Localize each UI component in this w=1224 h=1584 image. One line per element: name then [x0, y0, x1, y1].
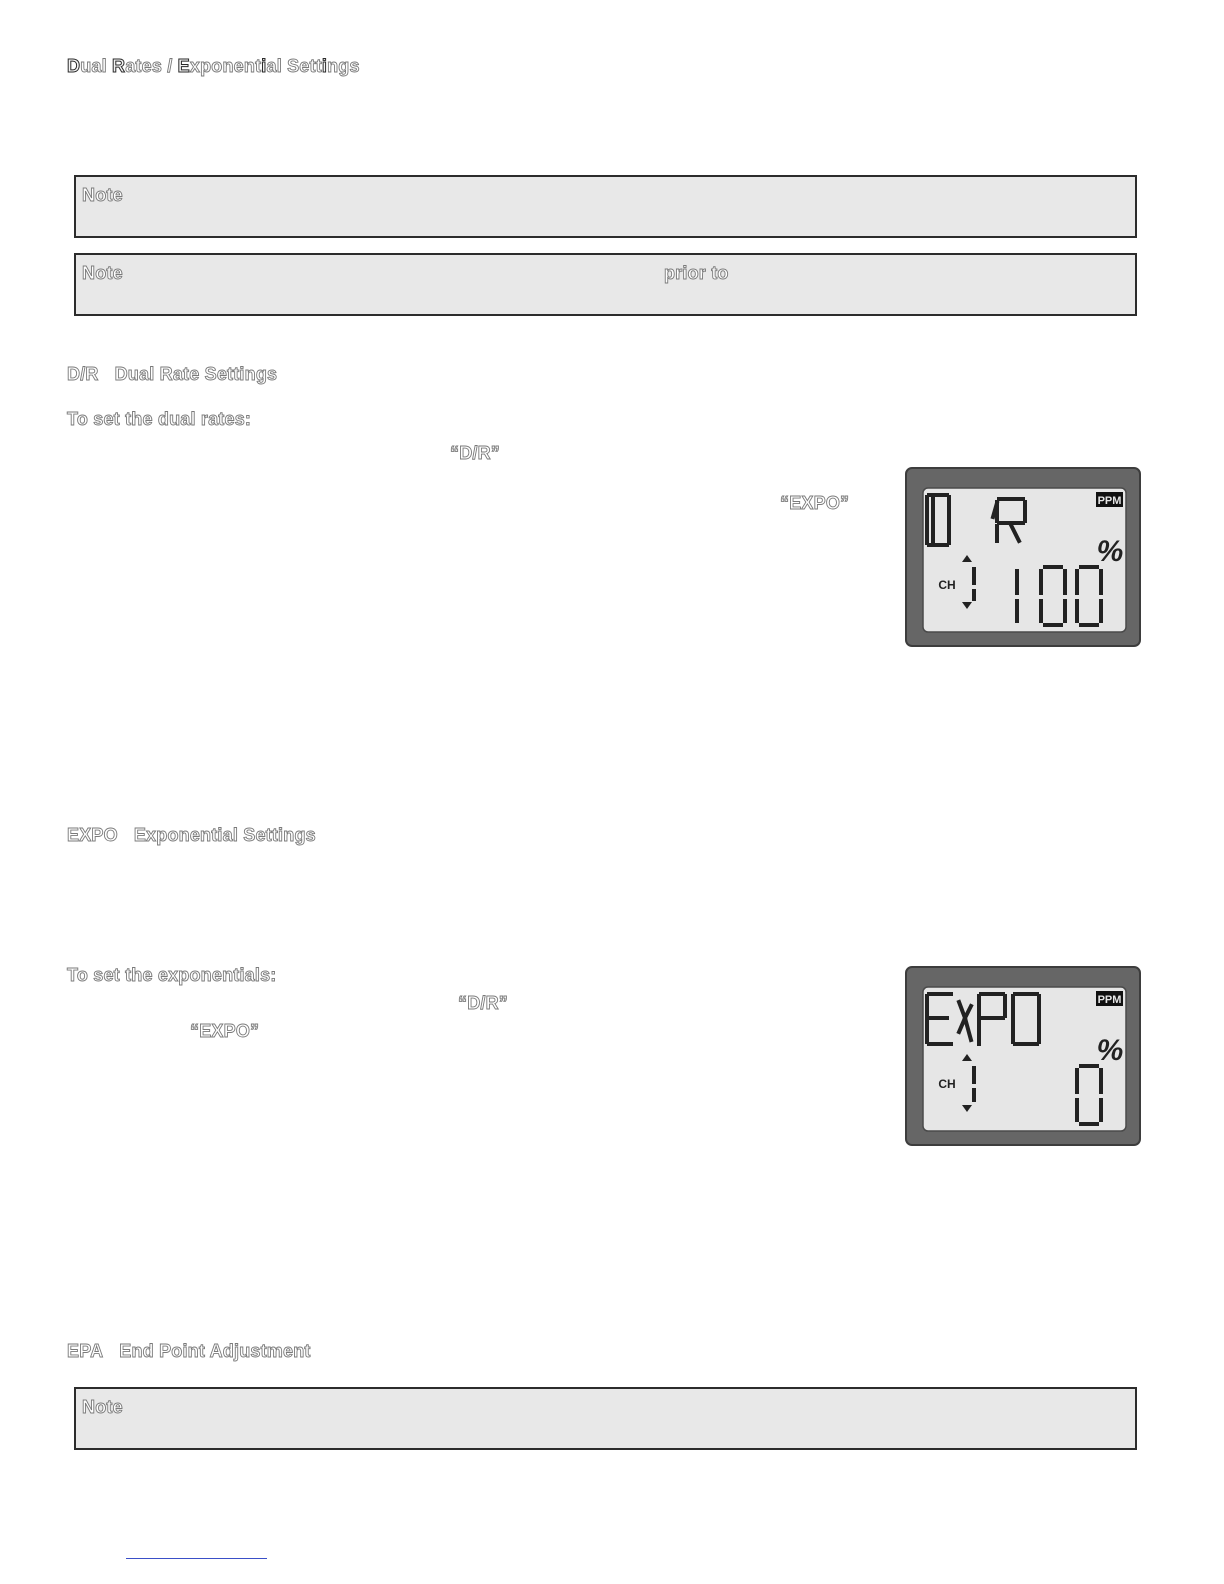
hyperlink-underline[interactable] — [126, 1558, 267, 1559]
note-label: Note — [82, 185, 123, 205]
lcd-display-exponential — [905, 966, 1141, 1146]
lcd-percent: % — [1096, 1034, 1124, 1067]
quote-expo: “EXPO” — [780, 493, 850, 513]
section-heading-expo: EXPO Exponential Settings — [67, 825, 316, 845]
lcd-display-dual-rate — [905, 467, 1141, 647]
quote-expo: “EXPO” — [190, 1021, 260, 1041]
quote-dr: “D/R” — [458, 993, 508, 1013]
section-heading-dr: D/R Dual Rate Settings — [67, 364, 278, 384]
lcd-percent: % — [1096, 535, 1124, 568]
page-title: Dual Rates / Exponential Settings — [67, 56, 360, 76]
lcd-ch-label: CH — [938, 578, 956, 592]
note-box — [74, 1387, 1137, 1450]
quote-dr: “D/R” — [450, 443, 500, 463]
note-label: Note — [82, 263, 123, 283]
subhead-dual-rates: To set the dual rates: — [67, 409, 252, 429]
note-emphasis: prior to — [664, 263, 729, 283]
note-box — [74, 253, 1137, 316]
section-heading-epa: EPA End Point Adjustment — [67, 1341, 311, 1361]
lcd-ppm-badge: PPM — [1097, 994, 1122, 1006]
lcd-ch-label: CH — [938, 1077, 956, 1091]
subhead-exponentials: To set the exponentials: — [67, 965, 277, 985]
note-box — [74, 175, 1137, 238]
note-label: Note — [82, 1397, 123, 1417]
lcd-ppm-badge: PPM — [1097, 495, 1122, 507]
